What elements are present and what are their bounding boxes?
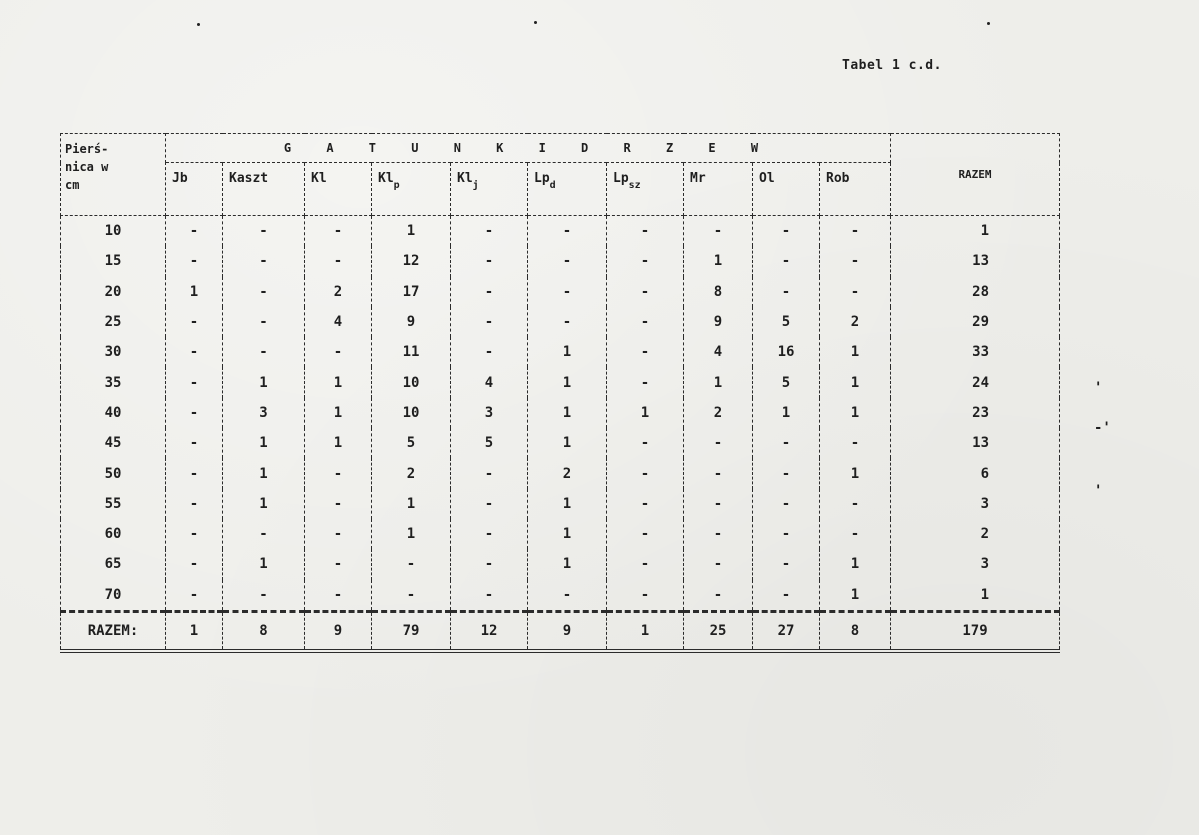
count-cell: 1 (528, 549, 607, 579)
table-row (61, 519, 1060, 549)
count-cell: 1 (223, 549, 305, 579)
count-cell: - (753, 519, 820, 549)
table-row (61, 277, 1060, 307)
totals-label: RAZEM: (61, 611, 166, 651)
count-cell: - (607, 367, 684, 397)
count-cell: 11 (372, 337, 451, 367)
margin-mark: ' (1094, 483, 1103, 499)
count-cell: - (305, 580, 372, 612)
count-cell: - (223, 277, 305, 307)
paper-speck (197, 23, 200, 26)
diameter-cell: 30 (61, 337, 166, 367)
count-cell: - (820, 519, 891, 549)
column-total-cell: 12 (451, 611, 528, 651)
diameter-cell: 25 (61, 307, 166, 337)
count-cell: - (753, 489, 820, 519)
count-cell: - (753, 246, 820, 276)
count-cell: - (166, 216, 223, 247)
table-row (61, 489, 1060, 519)
count-cell: 1 (528, 367, 607, 397)
diameter-cell: 50 (61, 458, 166, 488)
column-total-cell: 79 (372, 611, 451, 651)
count-cell: 12 (372, 246, 451, 276)
count-cell: - (223, 246, 305, 276)
count-cell: - (820, 216, 891, 247)
count-cell: 1 (223, 458, 305, 488)
count-cell: - (528, 246, 607, 276)
count-cell: - (820, 428, 891, 458)
count-cell: - (820, 489, 891, 519)
count-cell: 5 (372, 428, 451, 458)
row-total-cell: 3 (891, 549, 1060, 579)
count-cell: - (372, 580, 451, 612)
count-cell: 8 (684, 277, 753, 307)
diameter-cell: 40 (61, 398, 166, 428)
table-row (61, 246, 1060, 276)
diameter-cell: 60 (61, 519, 166, 549)
count-cell: - (223, 337, 305, 367)
count-cell: - (684, 458, 753, 488)
count-cell: - (684, 216, 753, 247)
count-cell: 1 (305, 428, 372, 458)
table-row (61, 580, 1060, 612)
count-cell: 9 (684, 307, 753, 337)
count-cell: - (166, 519, 223, 549)
count-cell: - (753, 428, 820, 458)
column-total-cell: 25 (684, 611, 753, 651)
count-cell: 17 (372, 277, 451, 307)
column-total-cell: 9 (528, 611, 607, 651)
species-code: Jb (172, 171, 188, 186)
column-total-cell: 8 (820, 611, 891, 651)
diameter-cell: 10 (61, 216, 166, 247)
grand-total-cell: 179 (891, 611, 1060, 651)
count-cell: - (451, 246, 528, 276)
species-header (684, 163, 753, 216)
count-cell: - (528, 307, 607, 337)
count-cell: - (684, 549, 753, 579)
count-cell: 2 (305, 277, 372, 307)
count-cell: - (451, 216, 528, 247)
count-cell: 1 (684, 367, 753, 397)
count-cell: - (166, 428, 223, 458)
count-cell: - (166, 367, 223, 397)
count-cell: - (451, 489, 528, 519)
count-cell: - (372, 549, 451, 579)
count-cell: - (820, 277, 891, 307)
count-cell: 1 (305, 367, 372, 397)
row-total-cell: 28 (891, 277, 1060, 307)
paper-speck (534, 21, 537, 24)
count-cell: 1 (820, 549, 891, 579)
count-cell: - (753, 277, 820, 307)
count-cell: 1 (820, 367, 891, 397)
species-code: Rob (826, 171, 850, 186)
count-cell: 1 (528, 489, 607, 519)
diameter-cell: 45 (61, 428, 166, 458)
count-cell: 1 (372, 489, 451, 519)
count-cell: - (223, 580, 305, 612)
count-cell: 5 (451, 428, 528, 458)
count-cell: 1 (684, 246, 753, 276)
row-total-cell: 29 (891, 307, 1060, 337)
count-cell: - (451, 307, 528, 337)
count-cell: - (684, 428, 753, 458)
count-cell: 1 (820, 337, 891, 367)
count-cell: - (166, 549, 223, 579)
count-cell: - (305, 519, 372, 549)
row-total-cell: 13 (891, 428, 1060, 458)
count-cell: - (166, 398, 223, 428)
count-cell: - (166, 337, 223, 367)
count-cell: - (305, 216, 372, 247)
count-cell: 1 (753, 398, 820, 428)
count-cell: - (451, 458, 528, 488)
species-code: Kl (378, 171, 394, 186)
count-cell: 1 (528, 398, 607, 428)
count-cell: 1 (223, 489, 305, 519)
species-header (528, 163, 607, 216)
count-cell: - (753, 549, 820, 579)
count-cell: 4 (305, 307, 372, 337)
count-cell: - (607, 216, 684, 247)
species-subscript: d (549, 180, 556, 191)
count-cell: 3 (451, 398, 528, 428)
count-cell: - (684, 580, 753, 612)
species-subscript: p (393, 180, 400, 191)
count-cell: 4 (451, 367, 528, 397)
count-cell: - (223, 216, 305, 247)
count-cell: - (166, 580, 223, 612)
count-cell: - (607, 277, 684, 307)
count-cell: 2 (820, 307, 891, 337)
count-cell: - (607, 519, 684, 549)
diameter-cell: 70 (61, 580, 166, 612)
species-header (820, 163, 891, 216)
count-cell: - (820, 246, 891, 276)
count-cell: 1 (820, 458, 891, 488)
species-code: Kl (457, 171, 473, 186)
row-total-cell: 13 (891, 246, 1060, 276)
count-cell: - (451, 277, 528, 307)
species-subscript: sz (628, 180, 641, 191)
table-row (61, 307, 1060, 337)
species-header (753, 163, 820, 216)
column-total-cell: 1 (607, 611, 684, 651)
total-header: RAZEM (891, 134, 1060, 216)
count-cell: - (223, 307, 305, 337)
count-cell: 2 (684, 398, 753, 428)
count-cell: - (753, 580, 820, 612)
count-cell: - (166, 307, 223, 337)
column-total-cell: 9 (305, 611, 372, 651)
count-cell: - (223, 519, 305, 549)
count-cell: 10 (372, 398, 451, 428)
species-header (305, 163, 372, 216)
count-cell: 1 (528, 519, 607, 549)
count-cell: 1 (372, 216, 451, 247)
count-cell: - (607, 458, 684, 488)
count-cell: - (451, 519, 528, 549)
count-cell: - (305, 549, 372, 579)
row-total-cell: 33 (891, 337, 1060, 367)
count-cell: - (607, 549, 684, 579)
count-cell: - (607, 580, 684, 612)
count-cell: - (305, 337, 372, 367)
species-code: Lp (534, 171, 550, 186)
count-cell: - (684, 489, 753, 519)
species-code: Lp (613, 171, 629, 186)
diameter-cell: 65 (61, 549, 166, 579)
species-header (166, 163, 223, 216)
count-cell: 5 (753, 367, 820, 397)
count-cell: 4 (684, 337, 753, 367)
count-cell: 5 (753, 307, 820, 337)
column-total-cell: 27 (753, 611, 820, 651)
count-cell: 1 (166, 277, 223, 307)
count-cell: 2 (372, 458, 451, 488)
count-cell: 3 (223, 398, 305, 428)
row-total-cell: 1 (891, 216, 1060, 247)
count-cell: - (166, 489, 223, 519)
paper-speck (987, 22, 990, 25)
count-cell: 1 (305, 398, 372, 428)
column-total-cell: 1 (166, 611, 223, 651)
count-cell: - (305, 246, 372, 276)
row-total-cell: 3 (891, 489, 1060, 519)
count-cell: - (753, 458, 820, 488)
row-total-cell: 23 (891, 398, 1060, 428)
count-cell: - (451, 549, 528, 579)
species-header (451, 163, 528, 216)
diameter-cell: 20 (61, 277, 166, 307)
count-cell: 2 (528, 458, 607, 488)
page-title: Tabel 1 c.d. (842, 58, 942, 73)
species-header (607, 163, 684, 216)
count-cell: 9 (372, 307, 451, 337)
count-cell: - (528, 277, 607, 307)
table-row (61, 337, 1060, 367)
table-row (61, 367, 1060, 397)
count-cell: - (528, 216, 607, 247)
species-code: Mr (690, 171, 706, 186)
count-cell: - (305, 458, 372, 488)
row-total-cell: 1 (891, 580, 1060, 612)
count-cell: - (607, 246, 684, 276)
count-cell: - (166, 246, 223, 276)
diameter-cell: 15 (61, 246, 166, 276)
count-cell: - (607, 428, 684, 458)
count-cell: - (607, 337, 684, 367)
totals-row (61, 611, 1060, 651)
species-subscript: j (472, 180, 479, 191)
diameter-cell: 35 (61, 367, 166, 397)
column-total-cell: 8 (223, 611, 305, 651)
table-row (61, 428, 1060, 458)
count-cell: 10 (372, 367, 451, 397)
count-cell: 16 (753, 337, 820, 367)
species-header (372, 163, 451, 216)
count-cell: 1 (820, 398, 891, 428)
table-row (61, 216, 1060, 247)
count-cell: 1 (820, 580, 891, 612)
count-cell: 1 (223, 367, 305, 397)
count-cell: - (451, 337, 528, 367)
table-row (61, 458, 1060, 488)
margin-mark: -' (1094, 420, 1111, 436)
table-row (61, 549, 1060, 579)
count-cell: - (305, 489, 372, 519)
corner-header: Pierś- nica w cm (61, 134, 166, 216)
count-cell: 1 (528, 428, 607, 458)
count-cell: 1 (223, 428, 305, 458)
species-diameter-table (60, 133, 1060, 653)
species-code: Ol (759, 171, 775, 186)
row-total-cell: 6 (891, 458, 1060, 488)
count-cell: 1 (372, 519, 451, 549)
count-cell: 1 (528, 337, 607, 367)
species-code: Kaszt (229, 171, 269, 186)
data-table-wrapper (60, 133, 1060, 653)
row-total-cell: 2 (891, 519, 1060, 549)
count-cell: - (753, 216, 820, 247)
count-cell: - (607, 307, 684, 337)
count-cell: - (451, 580, 528, 612)
table-row (61, 398, 1060, 428)
count-cell: 1 (607, 398, 684, 428)
diameter-cell: 55 (61, 489, 166, 519)
margin-mark: ' (1094, 380, 1103, 396)
count-cell: - (607, 489, 684, 519)
row-total-cell: 24 (891, 367, 1060, 397)
count-cell: - (166, 458, 223, 488)
species-group-header: G A T U N K I D R Z E W (166, 134, 891, 163)
count-cell: - (528, 580, 607, 612)
count-cell: - (684, 519, 753, 549)
species-header (223, 163, 305, 216)
species-code: Kl (311, 171, 327, 186)
